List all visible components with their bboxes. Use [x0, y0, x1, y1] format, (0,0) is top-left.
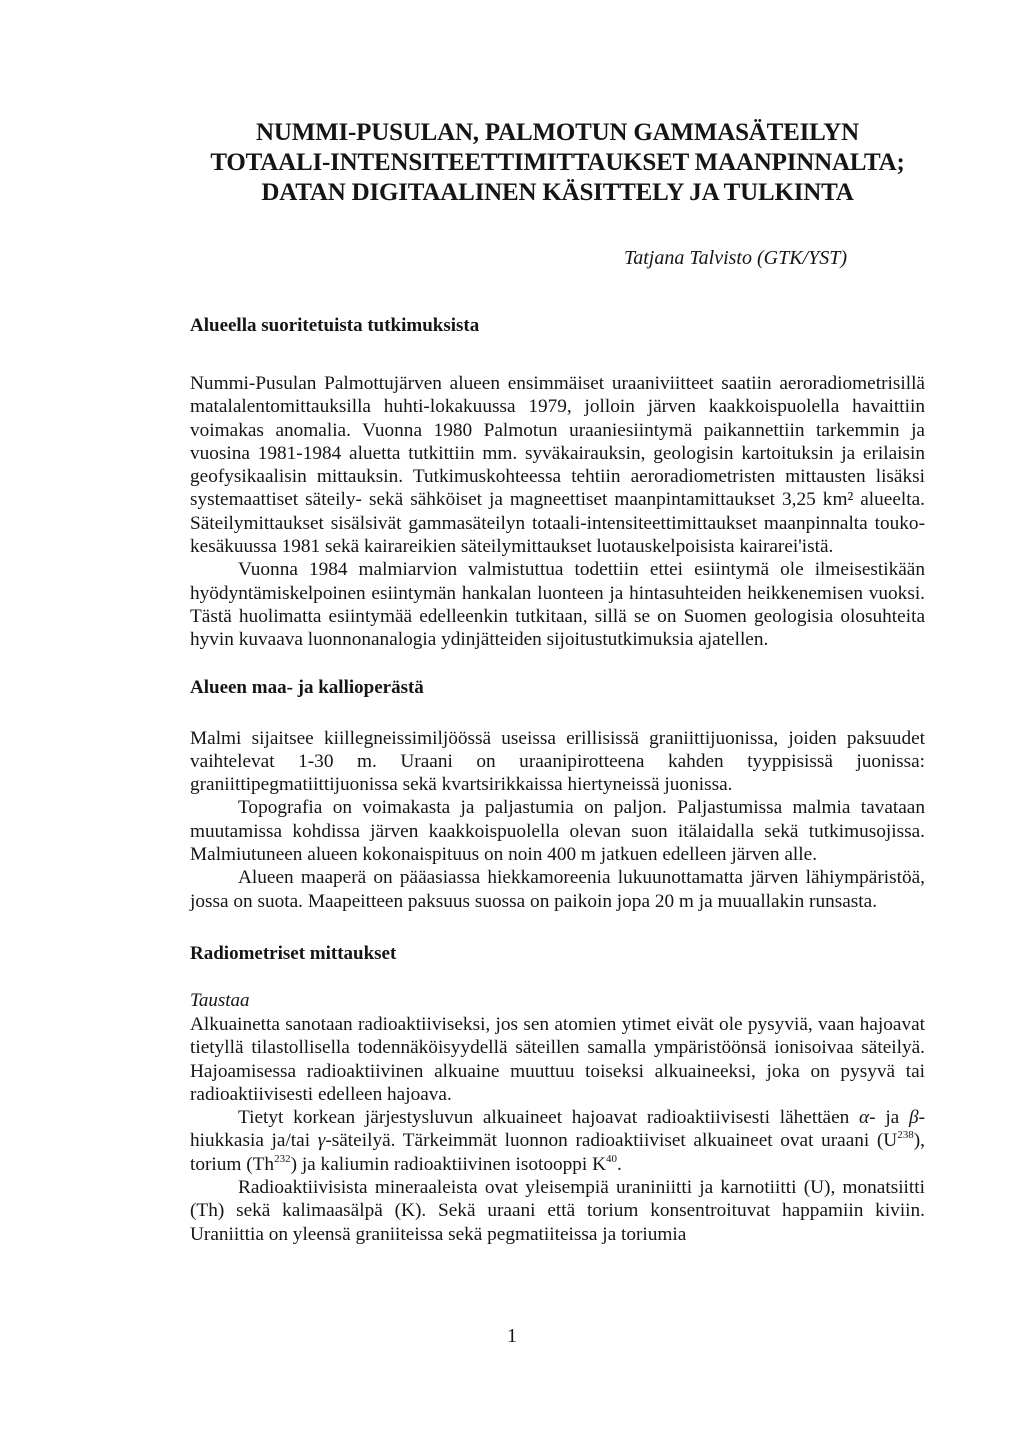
- section-heading-radiometric: Radiometriset mittaukset: [190, 942, 397, 964]
- p2-text-e: ), torium (Th: [190, 1130, 925, 1175]
- section-heading-studies: Alueella suoritetuista tutkimuksista: [190, 315, 480, 336]
- p2-text-d: -säteilyä. Tärkeimmät luonnon radioaktiiviset alkuaineet ovat uraani (U: [325, 1130, 898, 1152]
- p2-text-f: ) ja kaliumin radioaktiivinen isotooppi K: [290, 1153, 606, 1175]
- potassium-mass-number: 40: [606, 1152, 617, 1165]
- uranium-mass-number: 238: [897, 1129, 914, 1142]
- title-line-3: DATAN DIGITAALINEN KÄSITTELY JA TULKINTA: [261, 179, 854, 206]
- title-line-2: TOTAALI-INTENSITEETTIMITTAUKSET MAANPINNALTA;: [210, 149, 905, 176]
- paragraph-background-2: [190, 1106, 925, 1176]
- p2-text-c: -hiukkasia ja/tai: [190, 1107, 925, 1152]
- page-number: 1: [507, 1325, 517, 1347]
- paragraph-geology-1: Malmi sijaitsee kiillegneissimiljöössä useissa erillisissä graniittijuonissa, joiden paksuudet vaihtelevat 1-30 m. Uraani on uraanipirotteena kahden tyyppisissä juonissa: graniittipegmatiittijuonissa sekä kvartsirikkaissa hiertyneissä juonissa.: [190, 727, 925, 796]
- document-title: [190, 118, 925, 208]
- paragraph-geology-2: Topografia on voimakasta ja paljastumia on paljon. Paljastumissa malmia tavataan muutamissa kohdissa järven kaakkoispuolella olevan suon itälaidalla sekä tutkimusojissa. Malmiutuneen alueen kokonaispituus on noin 400 m jatkuen edelleen järven alle.: [190, 797, 925, 866]
- author-line: Tatjana Talvisto (GTK/YST): [623, 247, 847, 269]
- paragraph-geology-3: Alueen maaperä on pääasiassa hiekkamoreenia lukuunottamatta järven lähiympäristöä, jossa on suota. Maapeitteen paksuus suossa on paikoin jopa 20 m ja muuallakin runsasta.: [190, 867, 925, 912]
- title-line-1: NUMMI-PUSULAN, PALMOTUN GAMMASÄTEILYN: [255, 119, 859, 146]
- paragraph-background-1: Alkuainetta sanotaan radioaktiiviseksi, jos sen atomien ytimet eivät ole pysyviä, vaan hajoavat tietyllä tilastollisella todennäköisyydellä säteillen samalla ympäristöönsä ionisoivaa säteilyä. Hajoamisessa radioaktiivinen alkuaine muuttuu toiseksi alkuaineeksi, joka on pysyvä tai radioaktiivisesti edelleen hajoava.: [190, 1013, 925, 1105]
- document-page: [190, 118, 925, 1246]
- thorium-mass-number: 232: [274, 1152, 291, 1165]
- gamma-symbol: γ: [317, 1130, 326, 1152]
- p2-text-b: - ja: [869, 1107, 909, 1129]
- paragraph-studies-1: Nummi-Pusulan Palmottujärven alueen ensimmäiset uraaniviitteet saatiin aeroradiometrisillä matalalentomittauksilla huhti-lokakuussa 1979, jolloin järven kaakkoispuolella havaittiin voimakas anomalia. Vuonna 1980 Palmotun uraaniesiintymä paikannettiin tarkemmin ja vuosina 1981-1984 aluetta tutkittiin mm. syväkairauksin, geologisin kartoituksin ja erilaisin geofysikaalisin mittauksin. Tutkimuskohteessa tehtiin aeroradiometristen mittausten lisäksi systemaattiset säteily- sekä sähköiset ja magneettiset maanpintamittaukset 3,25 km² alueelta. Säteilymittaukset sisälsivät gammasäteilyn totaali-intensiteettimittaukset maanpinnalta touko-kesäkuussa 1981 sekä kairareikien säteilymittaukset luotauskelpoisista kairarei'istä.: [190, 373, 925, 558]
- p2-text-a: Tietyt korkean järjestysluvun alkuaineet hajoavat radioaktiivisesti lähettäen: [238, 1107, 860, 1129]
- alpha-symbol: α: [859, 1107, 870, 1129]
- beta-symbol: β: [908, 1107, 919, 1129]
- p2-text-g: .: [617, 1153, 622, 1175]
- subheading-background: Taustaa: [190, 989, 250, 1011]
- paragraph-studies-2: Vuonna 1984 malmiarvion valmistuttua todettiin ettei esiintymä ole ilmeisestikään hyödyntämiskelpoinen esiintymän hankalan luonteen ja hintasuhteiden heikkenemisen vuoksi. Tästä huolimatta esiintymää edelleenkin tutkitaan, sillä se on Suomen geologisia olosuhteita hyvin kuvaava luonnonanalogia ydinjätteiden sijoitustutkimuksia ajatellen.: [190, 559, 925, 651]
- section-heading-geology: Alueen maa- ja kallioperästä: [190, 676, 424, 698]
- paragraph-background-3: Radioaktiivisista mineraaleista ovat yleisempiä uraniniitti ja karnotiitti (U), monatsiitti (Th) sekä kalimaasälpä (K). Sekä uraani että torium konsentroituvat happamiin kiviin. Uraniittia on yleensä graniiteissa sekä pegmatiiteissa ja toriumia: [190, 1177, 925, 1245]
